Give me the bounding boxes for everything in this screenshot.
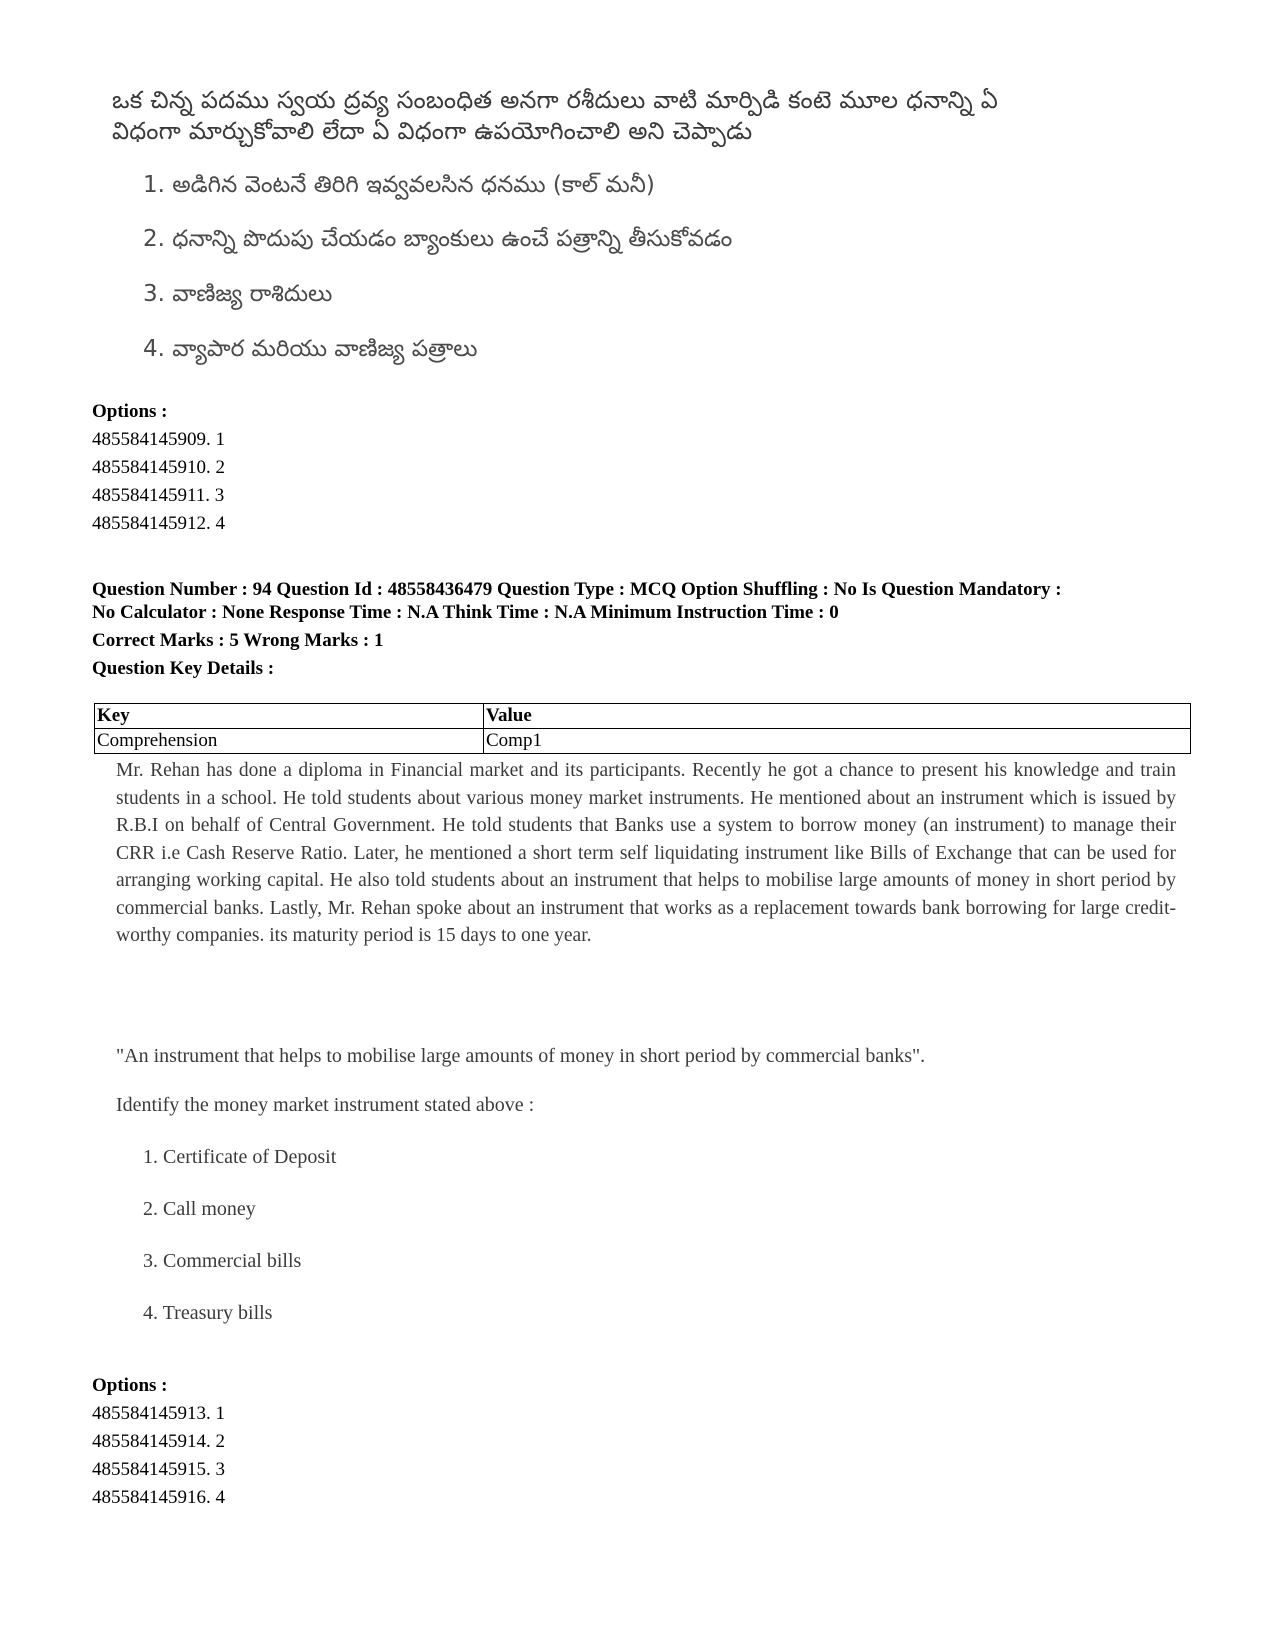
telugu-option-2: 2. ధనాన్ని పొదుపు చేయడం బ్యాంకులు ఉంచే పత్రాన్ని తీసుకోవడం	[143, 226, 733, 252]
key-table-header-row	[95, 704, 1191, 729]
comprehension-option-2: 2. Call money	[143, 1198, 256, 1220]
option-id-3: 485584145911. 3	[92, 485, 225, 506]
key-details-heading: Question Key Details :	[92, 658, 275, 679]
comprehension-paragraph: Mr. Rehan has done a diploma in Financial market and its participants. Recently he got a chance to present his knowledge and train students in a school. He told students about various money market instruments. He mentioned about an instrument which is issued by R.B.I on behalf of Central Government. He told students that Banks use a system to borrow money (an instrument) to manage their CRR i.e Cash Reserve Ratio. Later, he mentioned a short term self liquidating instrument like Bills of Exchange that can be used for arranging working capital. He also told students about an instrument that helps to mobilise large amounts of money in short period by commercial banks. Lastly, Mr. Rehan spoke about an instrument that works as a replacement towards bank borrowing for large credit-worthy companies. its maturity period is 15 days to one year.	[116, 760, 1176, 946]
option-id-8: 485584145916. 4	[92, 1487, 225, 1508]
telugu-option-3: 3. వాణిజ్య రాశిదులు	[143, 281, 333, 307]
option-id-7: 485584145915. 3	[92, 1459, 225, 1480]
value-cell: Comp1	[484, 729, 1191, 754]
comprehension-prompt: Identify the money market instrument stated above :	[116, 1094, 535, 1116]
value-header: Value	[484, 704, 1191, 729]
option-id-2: 485584145910. 2	[92, 457, 225, 478]
option-id-1: 485584145909. 1	[92, 429, 225, 450]
key-details-table	[94, 703, 1191, 754]
key-header: Key	[95, 704, 484, 729]
option-id-6: 485584145914. 2	[92, 1431, 225, 1452]
comprehension-option-1: 1. Certificate of Deposit	[143, 1146, 337, 1168]
key-cell: Comprehension	[95, 729, 484, 754]
telugu-option-1: 1. అడిగిన వెంటనే తిరిగి ఇవ్వవలసిన ధనము (కాల్ మనీ)	[143, 172, 655, 198]
telugu-question-line-1: ఒక చిన్న పదము స్వయ ద్రవ్య సంబంధిత అనగా రశీదులు వాటి మార్పిడి కంటె మూల ధనాన్ని ఏ	[112, 86, 998, 114]
option-id-5: 485584145913. 1	[92, 1403, 225, 1424]
comprehension-quote: "An instrument that helps to mobilise large amounts of money in short period by commercial banks".	[116, 1045, 926, 1067]
question-meta-line-1: Question Number : 94 Question Id : 48558436479 Question Type : MCQ Option Shuffling : No Is Question Mandatory :	[92, 579, 1062, 600]
marks-line: Correct Marks : 5 Wrong Marks : 1	[92, 630, 384, 651]
options-heading-2: Options :	[92, 1375, 168, 1396]
question-meta	[92, 578, 1202, 624]
comprehension-option-3: 3. Commercial bills	[143, 1250, 302, 1272]
options-heading-1: Options :	[92, 401, 168, 422]
telugu-question-line-2: విధంగా మార్చుకోవాలి లేదా ఏ విధంగా ఉపయోగించాలి అని చెప్పాడు	[112, 117, 753, 145]
telugu-option-4: 4. వ్యాపార మరియు వాణిజ్య పత్రాలు	[143, 336, 478, 362]
option-id-4: 485584145912. 4	[92, 513, 225, 534]
comprehension-option-4: 4. Treasury bills	[143, 1302, 273, 1324]
question-meta-line-2: No Calculator : None Response Time : N.A Think Time : N.A Minimum Instruction Time : 0	[92, 602, 839, 623]
table-row	[95, 729, 1191, 754]
